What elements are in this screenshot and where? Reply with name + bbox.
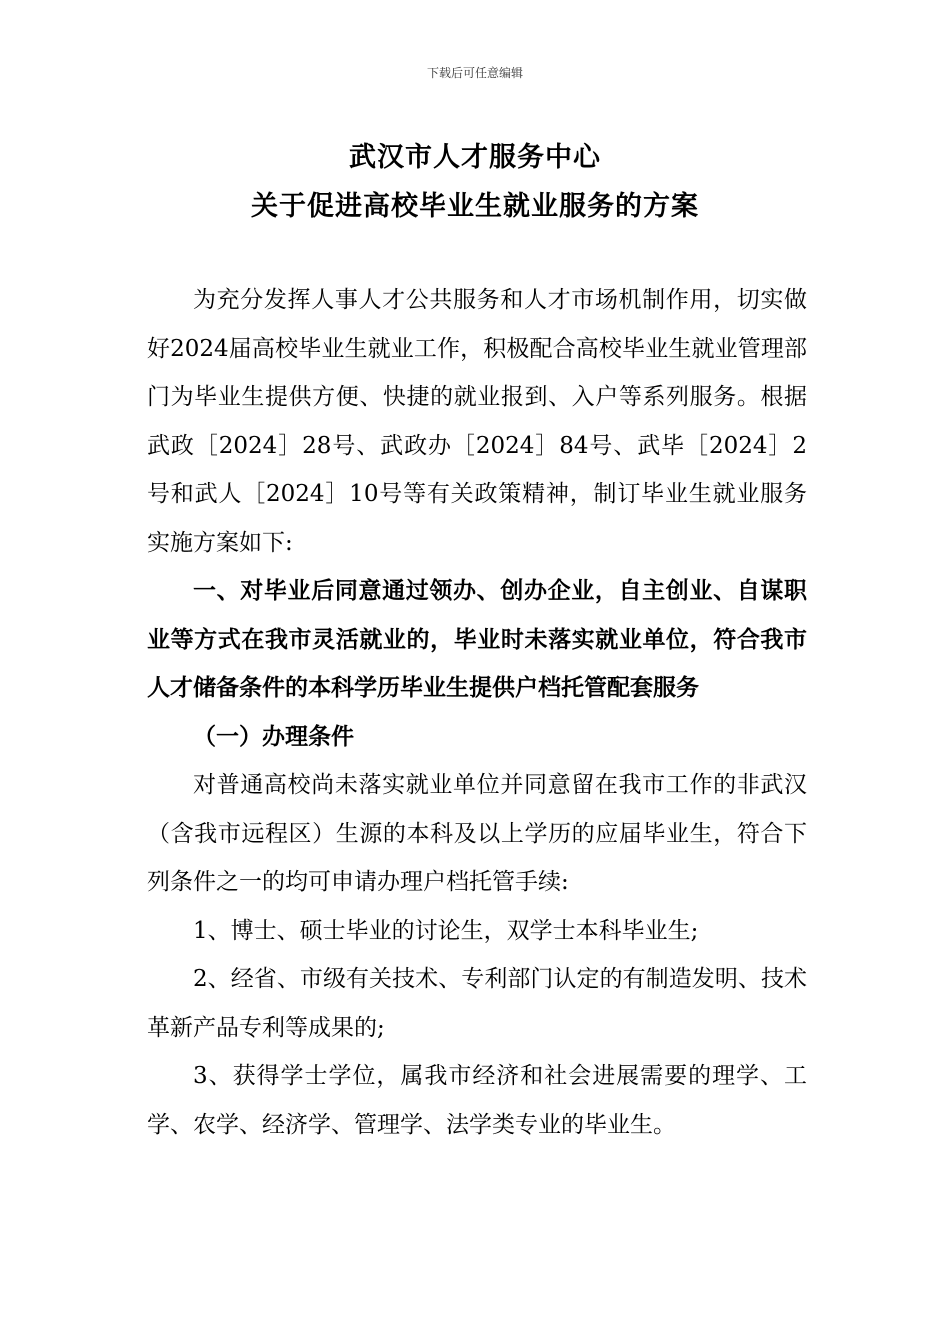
intro-paragraph: 为充分发挥人事人才公共服务和人才市场机制作用，切实做好2024届高校毕业生就业工作，积极配合高校毕业生就业管理部门为毕业生提供方便、快捷的就业报到、入户等系列服务。根据武政［2024］28号、武政办［2024］84号、武毕［2024］2号和武人［2024］10号等有关政策精神，制订毕业生就业服务实施方案如下: [147,287,807,556]
list-item-1: 1、博士、硕士毕业的讨论生，双学士本科毕业生; [193,917,699,944]
header-note: 下载后可任意编辑 [426,66,523,80]
document-title-line2: 关于促进高校毕业生就业服务的方案 [251,191,699,222]
list-item-3: 3、获得学士学位，属我市经济和社会进展需要的理学、工学、农学、经济学、管理学、法学类专业的毕业生。 [147,1063,807,1138]
section-heading-1: 一、对毕业后同意通过领办、创办企业，自主创业、自谋职业等方式在我市灵活就业的，毕业时未落实就业单位，符合我市人才储备条件的本科学历毕业生提供户档托管配套服务 [147,578,807,701]
subsection-paragraph-1: 对普通高校尚未落实就业单位并同意留在我市工作的非武汉（含我市远程区）生源的本科及以上学历的应届毕业生，符合下列条件之一的均可申请办理户档托管手续: [147,772,807,895]
document-body [147,276,807,1149]
subsection-heading-1: （一）办理条件 [193,723,354,750]
list-item-2: 2、经省、市级有关技术、专利部门认定的有制造发明、技术革新产品专利等成果的; [147,966,807,1041]
document-title-line1: 武汉市人才服务中心 [349,142,601,173]
